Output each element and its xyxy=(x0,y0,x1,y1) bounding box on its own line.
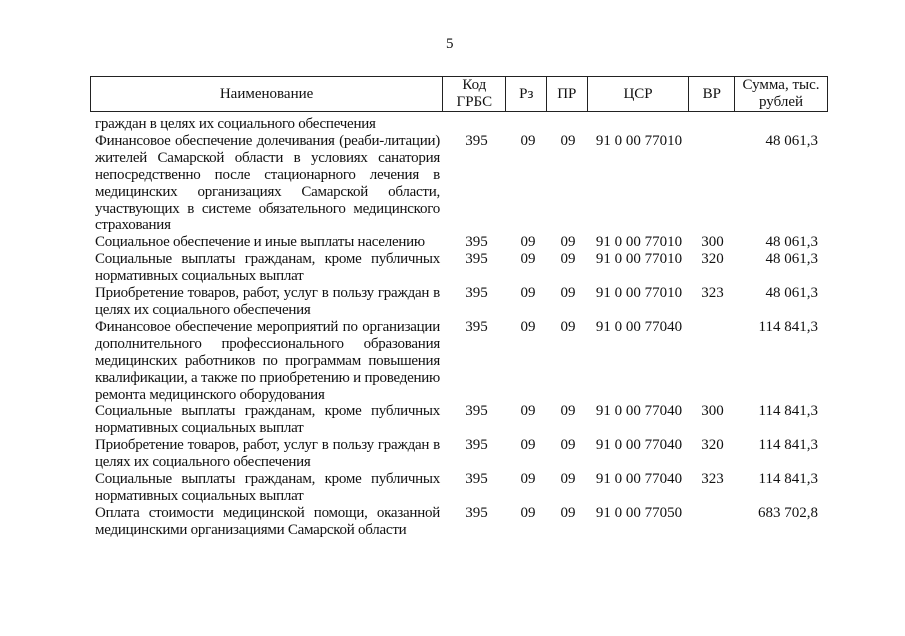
cell-sum: 683 702,8 xyxy=(758,504,818,521)
cell-csr: 91 0 00 77010 xyxy=(595,234,683,251)
cell-name: граждан в целях их социального обеспечения xyxy=(95,116,376,132)
cell-name: Финансовое обеспечение мероприятий по организации дополнительного профессионального образования медицинских работников по программам повышения квалификации, а также по приобретению и проведению ремонта медицинского оборудования xyxy=(95,318,440,403)
cell-sum: 114 841,3 xyxy=(758,471,818,488)
table-row xyxy=(90,251,828,285)
cell-grbs: 395 xyxy=(465,234,488,251)
cell-vr: 323 xyxy=(701,471,724,488)
cell-rz: 09 xyxy=(520,471,536,488)
cell-csr xyxy=(588,116,690,133)
table-row xyxy=(90,437,828,471)
cell-sum: 114 841,3 xyxy=(758,437,818,454)
table-row xyxy=(90,319,828,404)
cell-vr: 300 xyxy=(701,234,724,251)
cell-pr xyxy=(548,116,588,133)
cell-name: Финансовое обеспечение долечивания (реаби-литации) жителей Самарской области в условиях санатория непосредственно после стационарного лечения в медицинских организациях Самарской области, участвующих в системе обязательного медицинского страхования xyxy=(95,132,440,234)
header-rz: Рз xyxy=(506,77,547,111)
cell-pr: 09 xyxy=(560,471,576,488)
cell-sum: 114 841,3 xyxy=(758,403,818,420)
table-row xyxy=(90,403,828,437)
cell-rz: 09 xyxy=(520,318,536,335)
table-row xyxy=(90,471,828,505)
cell-pr: 09 xyxy=(560,285,576,302)
cell-grbs: 395 xyxy=(465,318,488,335)
header-grbs: Код ГРБС xyxy=(443,77,506,111)
cell-grbs: 395 xyxy=(465,403,488,420)
cell-rz: 09 xyxy=(520,251,536,268)
cell-grbs: 395 xyxy=(465,285,488,302)
header-sum: Сумма, тыс. рублей xyxy=(742,77,820,110)
cell-grbs: 395 xyxy=(465,132,488,149)
cell-sum: 48 061,3 xyxy=(765,285,818,302)
cell-sum: 48 061,3 xyxy=(765,234,818,251)
cell-grbs: 395 xyxy=(465,504,488,521)
cell-vr: 320 xyxy=(701,437,724,454)
cell-name: Приобретение товаров, работ, услуг в пользу граждан в целях их социального обеспечения xyxy=(95,285,440,318)
cell-pr: 09 xyxy=(560,504,576,521)
table-row xyxy=(90,116,828,133)
cell-pr: 09 xyxy=(560,132,576,149)
cell-csr: 91 0 00 77040 xyxy=(595,471,683,488)
cell-vr xyxy=(690,133,735,234)
cell-grbs: 395 xyxy=(465,251,488,268)
cell-vr: 323 xyxy=(701,285,724,302)
cell-rz: 09 xyxy=(520,403,536,420)
cell-vr: 300 xyxy=(701,403,724,420)
table-header xyxy=(90,76,828,112)
table-row xyxy=(90,285,828,319)
cell-pr: 09 xyxy=(560,403,576,420)
cell-vr xyxy=(690,116,735,133)
cell-rz: 09 xyxy=(520,504,536,521)
cell-grbs xyxy=(445,116,508,133)
cell-csr: 91 0 00 77040 xyxy=(595,318,683,335)
cell-name: Приобретение товаров, работ, услуг в пользу граждан в целях их социального обеспечения xyxy=(95,437,440,471)
cell-sum: 114 841,3 xyxy=(758,318,818,335)
cell-rz: 09 xyxy=(520,234,536,251)
header-pr: ПР xyxy=(547,77,588,111)
cell-csr: 91 0 00 77010 xyxy=(595,132,683,149)
table-row xyxy=(90,133,828,234)
cell-csr: 91 0 00 77040 xyxy=(595,403,683,420)
cell-vr: 320 xyxy=(701,251,724,268)
table-row xyxy=(90,234,828,251)
header-name: Наименование xyxy=(91,77,443,111)
cell-vr xyxy=(690,319,735,404)
cell-pr: 09 xyxy=(560,437,576,454)
page-number: 5 xyxy=(446,36,454,52)
cell-name: Социальные выплаты гражданам, кроме публичных нормативных социальных выплат xyxy=(95,471,440,504)
cell-csr: 91 0 00 77010 xyxy=(595,251,683,268)
cell-rz: 09 xyxy=(520,437,536,454)
cell-sum: 48 061,3 xyxy=(765,132,818,149)
cell-pr: 09 xyxy=(560,251,576,268)
cell-vr xyxy=(690,505,735,539)
cell-sum xyxy=(735,116,828,133)
table-row xyxy=(90,505,828,539)
header-vr: ВР xyxy=(689,77,735,111)
cell-csr: 91 0 00 77040 xyxy=(595,437,683,454)
cell-grbs: 395 xyxy=(465,471,488,488)
cell-name: Социальные выплаты гражданам, кроме публичных нормативных социальных выплат xyxy=(95,403,440,437)
cell-name: Социальные выплаты гражданам, кроме публичных нормативных социальных выплат xyxy=(95,251,440,285)
table-body xyxy=(90,116,828,539)
cell-rz: 09 xyxy=(520,132,536,149)
cell-rz: 09 xyxy=(520,285,536,302)
cell-pr: 09 xyxy=(560,318,576,335)
cell-grbs: 395 xyxy=(465,437,488,454)
cell-csr: 91 0 00 77050 xyxy=(595,504,683,521)
cell-name: Социальное обеспечение и иные выплаты населению xyxy=(95,234,425,251)
cell-csr: 91 0 00 77010 xyxy=(595,285,683,302)
cell-sum: 48 061,3 xyxy=(765,251,818,268)
cell-rz xyxy=(508,116,548,133)
cell-name: Оплата стоимости медицинской помощи, оказанной медицинскими организациями Самарской области xyxy=(95,504,440,538)
header-csr: ЦСР xyxy=(588,77,690,111)
cell-pr: 09 xyxy=(560,234,576,251)
